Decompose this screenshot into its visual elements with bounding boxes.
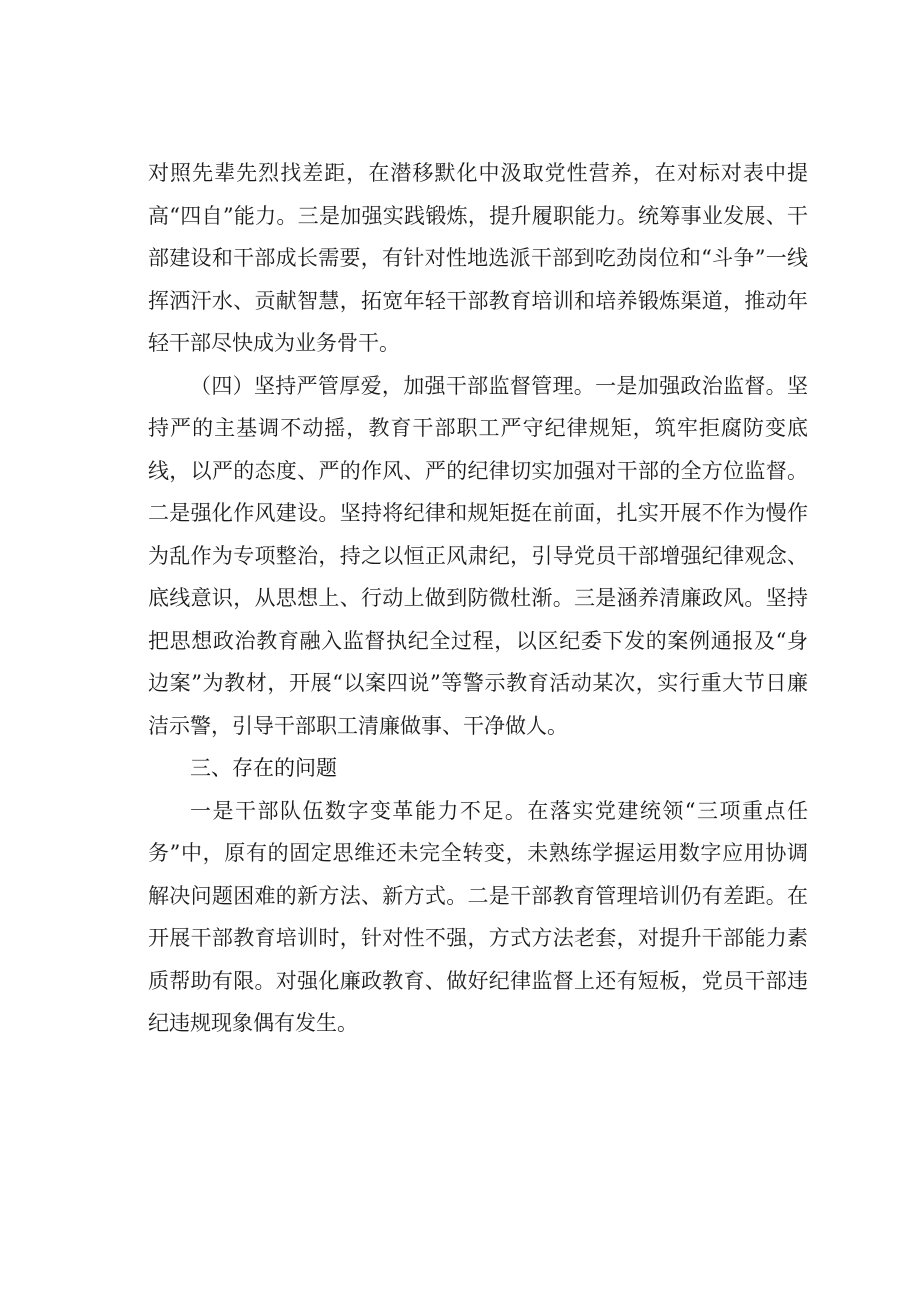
document-body bbox=[148, 152, 808, 1045]
paragraph-problems: 一是干部队伍数字变革能力不足。在落实党建统领“三项重点任务”中，原有的固定思维还未完全转变，未熟练学握运用数字应用协调解决问题困难的新方法、新方式。二是干部教育管理培训仍有差距。在开展干部教育培训时，针对性不强，方式方法老套，对提升干部能力素质帮助有限。对强化廉政教育、做好纪律监督上还有短板，党员干部违纪违规现象偶有发生。 bbox=[148, 798, 808, 1035]
section-heading: 三、存在的问题 bbox=[190, 756, 337, 780]
continued-paragraph: 对照先辈先烈找差距，在潜移默化中汲取党性营养，在对标对表中提高“四自”能力。三是加强实践锻炼，提升履职能力。统筹事业发展、干部建设和干部成长需要，有针对性地选派干部到吃劲岗位和“斗争”一线挥洒汗水、贡献智慧，拓宽年轻干部教育培训和培养锻炼渠道，推动年轻干部尽快成为业务骨干。 bbox=[148, 161, 808, 355]
paragraph-supervision: （四）坚持严管厚爱，加强干部监督管理。一是加强政治监督。坚持严的主基调不动摇，教育干部职工严守纪律规矩，筑牢拒腐防变底线，以严的态度、严的作风、严的纪律切实加强对干部的全方位监督。二是强化作风建设。坚持将纪律和规矩挺在前面，扎实开展不作为慢作为乱作为专项整治，持之以恒正风肃纪，引导党员干部增强纪律观念、底线意识，从思想上、行动上做到防微杜渐。三是涵养清廉政风。坚持把思想政治教育融入监督执纪全过程，以区纪委下发的案例通报及“身边案”为教材，开展“以案四说”等警示教育活动某次，实行重大节日廉洁示警，引导干部职工清廉做事、干净做人。 bbox=[148, 373, 808, 738]
